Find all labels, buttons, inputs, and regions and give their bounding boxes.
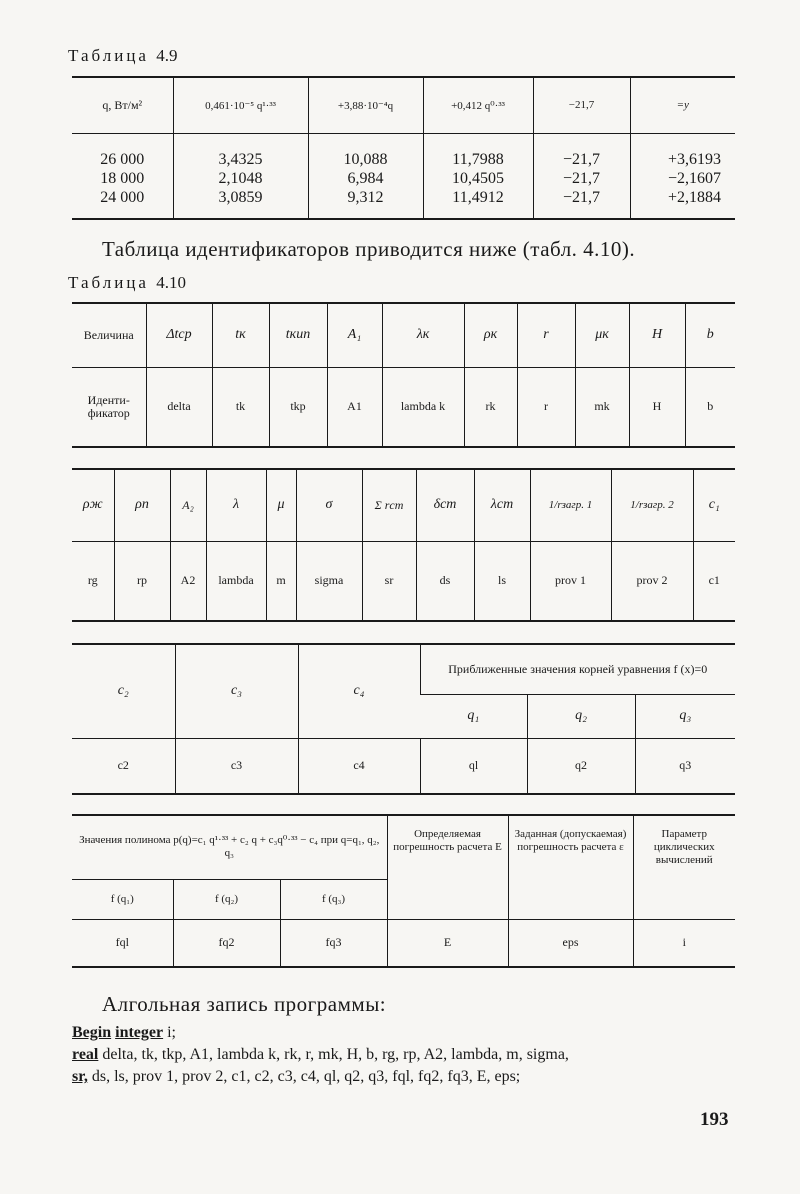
cell-id-q2: q2 [527,738,635,794]
table-4-9-header-row [72,77,735,133]
cell-id-q1: ql [420,738,527,794]
cell-id-h: H [629,367,685,447]
code-line-1 [72,1022,736,1044]
cell-id-m: m [266,541,296,621]
column-q-values: 26 000 18 000 24 000 [100,150,145,206]
column-term3-values: 11,7988 10,4505 11,4912 [423,133,533,219]
cell-id-ds: ds [416,541,474,621]
column-y-values: +3,6193 −2,1607 +2,1884 [630,133,735,219]
header-term3: +0,412 q⁰·³³ [423,77,533,133]
cell-f-q2: f (q₂) [173,879,280,919]
cell-computed-error: Определяемая погрешность расчета E [387,815,508,919]
cell-f-q1: f (q₁) [72,879,173,919]
cell-id-c3: c3 [175,738,298,794]
cell-q1: q₁ [420,694,527,738]
cell-rho-liquid: ρж [72,469,114,541]
cell-id-lambda-k: lambda k [382,367,464,447]
cell-id-sr: sr [362,541,416,621]
cell-id-eps: eps [508,919,633,967]
table-row [72,644,735,694]
table-4-10-part3 [72,643,735,795]
cell-id-a2: A2 [170,541,206,621]
cell-id-c1: c1 [693,541,735,621]
cell-tk: tк [212,303,269,367]
cell-id-fq2: fq2 [173,919,280,967]
cell-id-rg: rg [87,573,98,588]
cell-r-fouling-1: 1/rзагр. 1 [530,469,611,541]
cell-mu: μ [266,469,296,541]
cell-id-b: b [685,367,735,447]
cell-id-mk: mk [575,367,629,447]
table-4-10-caption: Таблица 4.10 [68,273,186,292]
table-row [72,367,735,447]
cell-id-c2: c2 [117,758,129,773]
code-line-2 [72,1044,736,1066]
table-row [72,919,735,967]
cell-quantity-label: Величина [72,303,146,367]
page-number: 193 [700,1109,729,1130]
header-term4: −21,7 [533,77,630,133]
code-line-3-rest: ds, ls, prov 1, prov 2, c1, c2, c3, c4, ql, q2, q3, fql, fq2, fq3, E, eps; [87,1068,521,1085]
cell-q2: q₂ [527,694,635,738]
cell-delta-t: Δtср [146,303,212,367]
cell-given-error: Заданная (допускаемая) погрешность расчета ε [508,815,633,919]
cell-id-q3: q3 [635,738,735,794]
cell-id-fq1: fql [115,935,129,950]
code-line-2-rest: delta, tk, tkp, A1, lambda k, rk, r, mk, H, b, rg, rp, A2, lambda, m, sigma, [98,1046,569,1063]
cell-b: b [685,303,735,367]
cell-q3: q₃ [635,694,735,738]
cell-h: H [629,303,685,367]
cell-id-sigma: sigma [296,541,362,621]
cell-r-fouling-2: 1/rзагр. 2 [611,469,693,541]
cell-id-rk: rk [464,367,517,447]
table-row [72,541,735,621]
table-4-10-part1 [72,302,735,448]
header-q: q, Вт/м² [72,77,173,133]
table-4-9 [72,76,735,220]
table-row [72,815,735,879]
cell-id-prov1: prov 1 [530,541,611,621]
cell-c1: c₁ [693,469,735,541]
cell-sigma: σ [296,469,362,541]
code-sr-underlined: sr, [72,1068,88,1085]
cell-id-tk: tk [212,367,269,447]
cell-a2: A₂ [170,469,206,541]
cell-a1: A₁ [327,303,382,367]
cell-rho-vapor: ρп [114,469,170,541]
cell-id-fq3: fq3 [280,919,387,967]
cell-id-c4: c4 [298,738,420,794]
algol-code-block [72,1022,736,1088]
header-term2: +3,88·10⁻⁴q [308,77,423,133]
cell-roots-group: Приближенные значения корней уравнения f (x)=0 [420,644,735,694]
code-line-3 [72,1066,736,1088]
header-term1: 0,461·10⁻⁵ q¹·³³ [173,77,308,133]
cell-id-a1: A1 [327,367,382,447]
cell-identifier-label: Иденти- фикатор [87,392,130,420]
table-row [72,303,735,367]
keyword-integer: integer [115,1024,164,1041]
cell-id-tkp: tkp [269,367,327,447]
cell-polynomial-group: Значения полинома p(q)=c₁ q¹·³³ + c₂ q + c₃q⁰·³³ − c₄ при q=q₁, q₂, q₃ [72,815,387,879]
cell-c2: c₂ [72,644,175,738]
column-term2-values: 10,088 6,984 9,312 [308,133,423,219]
cell-r: r [517,303,575,367]
column-term4-values: −21,7 −21,7 −21,7 [533,133,630,219]
paragraph-algol-heading: Алгольная запись программы: [102,992,387,1016]
table-4-9-caption: Таблица 4.9 [68,46,178,65]
cell-lambda: λ [206,469,266,541]
cell-f-q3: f (q₃) [280,879,387,919]
cell-id-r: r [517,367,575,447]
table-4-10-part4 [72,814,735,968]
table-row [72,738,735,794]
cell-id-rp: rp [114,541,170,621]
cell-tkip: tкип [269,303,327,367]
paragraph-identifiers: Таблица идентификаторов приводится ниже (табл. 4.10). [102,237,636,261]
column-term1-values: 3,4325 2,1048 3,0859 [173,133,308,219]
cell-rho-k: ρк [464,303,517,367]
code-line-1-rest: i; [163,1024,176,1041]
cell-id-e: E [387,919,508,967]
cell-lambda-st: λст [474,469,530,541]
cell-id-ls: ls [474,541,530,621]
header-y: =y [630,77,735,133]
cell-lambda-k: λк [382,303,464,367]
cell-delta-st: δст [416,469,474,541]
keyword-begin: Begin [72,1024,112,1041]
cell-mu-k: μк [575,303,629,367]
cell-id-lambda: lambda [206,541,266,621]
cell-id-delta: delta [146,367,212,447]
cell-sum-r: Σ rст [362,469,416,541]
cell-c3: c₃ [175,644,298,738]
cell-loop-parameter: Параметр циклических вычислений [633,815,735,919]
table-row [72,133,735,219]
cell-id-prov2: prov 2 [611,541,693,621]
cell-c4: c₄ [298,644,420,738]
table-4-10-part2 [72,468,735,622]
keyword-real: real [72,1046,99,1063]
cell-id-i: i [633,919,735,967]
table-row [72,469,735,541]
